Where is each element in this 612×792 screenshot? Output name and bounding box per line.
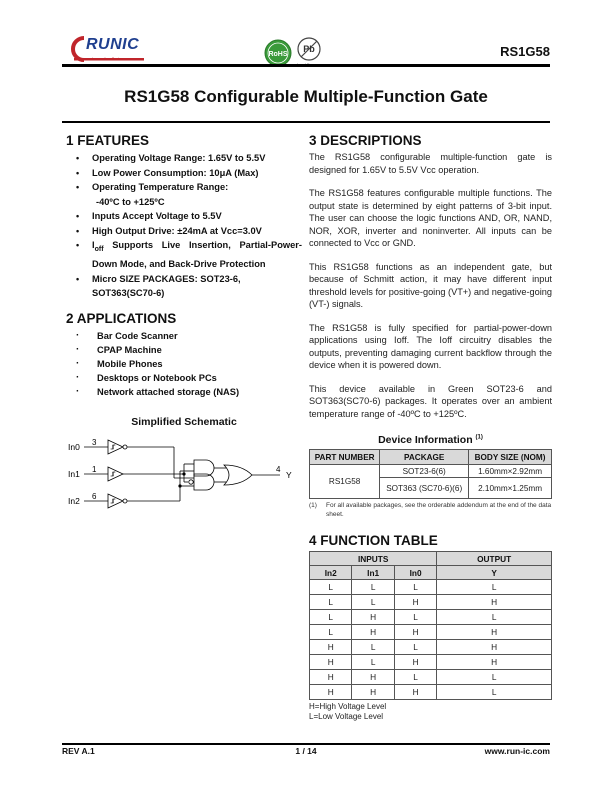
rohs-label: RoHS <box>268 51 288 58</box>
applications-list <box>66 329 302 399</box>
note-text: For all available packages, see the orderable addendum at the end of the data sheet. <box>326 502 552 518</box>
table-cell: L <box>352 580 394 595</box>
table-header-cell: PACKAGE <box>380 450 469 465</box>
footer-url[interactable]: www.run-ic.com <box>484 746 550 756</box>
header-divider <box>62 64 550 67</box>
table-cell: L <box>310 625 352 640</box>
table-cell: L <box>352 655 394 670</box>
applications-heading: 2 APPLICATIONS <box>66 310 177 326</box>
table-cell: H <box>437 595 552 610</box>
table-cell: H <box>352 625 394 640</box>
table-cell: H <box>310 685 352 700</box>
in0-label: In0 <box>68 442 80 452</box>
feature-item: • Inputs Accept Voltage to 5.5V <box>66 209 302 224</box>
ioff-symbol: $I_{off}$ <box>92 240 104 253</box>
table-cell: L <box>437 610 552 625</box>
table-cell: SOT23-6(6) <box>380 465 469 478</box>
table-row <box>310 655 552 670</box>
application-item: · Bar Code Scanner <box>66 329 302 343</box>
footer-divider <box>62 743 550 745</box>
description-paragraph: The RS1G58 features configurable multiple functions. The output state is determined by eight patterns of 3-bit input. The user can choose the logic functions AND, OR, NAND, NOR, XOR, inverter and noninverter. All inputs can be connected to Vcc or GND. <box>309 188 552 248</box>
in0-pin: 3 <box>92 438 97 447</box>
feature-item: -40ºC to +125ºC <box>96 196 165 207</box>
table-cell: H <box>310 640 352 655</box>
table-cell: L <box>310 610 352 625</box>
feature-item: • Micro SIZE PACKAGES: SOT23-6, SOT363(SC70-6) <box>66 272 302 301</box>
description-paragraph: The RS1G58 is fully specified for partial-power-down applications using Ioff. The Ioff circuitry disables the outputs, preventing damaging current backflow through the device when it is powered down. <box>309 322 552 370</box>
table-row <box>310 595 552 610</box>
right-column <box>309 133 552 722</box>
legend-line: L=Low Voltage Level <box>309 712 384 721</box>
table-cell: L <box>437 580 552 595</box>
pb-label: Pb <box>303 44 315 54</box>
table-cell: 2.10mm×1.25mm <box>469 478 552 499</box>
description-paragraph: This device available in Green SOT23-6 and SOT363(SC70-6) packages. It operates over an ambient temperature range of -40ºC to +125ºC. <box>309 383 552 419</box>
table-cell: L <box>394 670 436 685</box>
description-paragraph: The RS1G58 configurable multiple-function gate is designed for 1.65V to 5.5V Vcc operation. <box>309 152 552 175</box>
features-heading: 1 FEATURES <box>66 133 150 148</box>
document-title: RS1G58 Configurable Multiple-Function Gate <box>124 87 488 106</box>
table-cell: L <box>352 595 394 610</box>
table-header-cell: In0 <box>394 566 436 580</box>
table-cell: H <box>310 655 352 670</box>
table-header-cell: In1 <box>352 566 394 580</box>
table-cell: H <box>394 595 436 610</box>
in1-pin: 1 <box>92 465 97 474</box>
table-header-cell: Y <box>437 566 552 580</box>
table-cell: H <box>437 655 552 670</box>
footer-revision: REV A.1 <box>62 746 95 756</box>
feature-item-ioff: • $I_{off}$ Supports Live Insertion, Partial-Power-Down Mode, and Back-Drive Protection <box>66 238 302 272</box>
function-table-legend <box>309 702 552 722</box>
feature-item: • High Output Drive: ±24mA at Vcc=3.0V <box>66 224 302 239</box>
description-paragraph: This RS1G58 functions as an independent gate, but because of Schmitt action, it may have different input threshold levels for positive-going (VT+) and negative-going (VT-) signals. <box>309 261 552 309</box>
table-cell: H <box>352 685 394 700</box>
table-cell: L <box>394 610 436 625</box>
descriptions-heading: 3 DESCRIPTIONS <box>309 133 422 148</box>
simplified-schematic <box>66 437 302 512</box>
table-row <box>310 465 552 478</box>
feature-item: • Operating Voltage Range: 1.65V to 5.5V <box>66 151 302 166</box>
table-cell: L <box>437 670 552 685</box>
feature-item: • Low Power Consumption: 10μA (Max) <box>66 166 302 181</box>
function-table <box>309 551 552 700</box>
application-item: · Mobile Phones <box>66 357 302 371</box>
table-cell: H <box>310 670 352 685</box>
descriptions-body <box>309 151 552 420</box>
header-part-number: RS1G58 <box>500 44 550 59</box>
table-header-cell: PART NUMBER <box>310 450 380 465</box>
table-cell: L <box>352 640 394 655</box>
application-item: · CPAP Machine <box>66 343 302 357</box>
table-row <box>310 685 552 700</box>
table-cell: L <box>394 640 436 655</box>
schematic-title: Simplified Schematic <box>131 415 237 428</box>
device-info-note <box>309 502 552 519</box>
title-divider <box>62 121 550 123</box>
table-header-cell: BODY SIZE (NOM) <box>469 450 552 465</box>
table-header-cell: In2 <box>310 566 352 580</box>
table-cell: 1.60mm×2.92mm <box>469 465 552 478</box>
output-group-header: OUTPUT <box>437 552 552 566</box>
in1-label: In1 <box>68 469 80 479</box>
function-table-heading: 4 FUNCTION TABLE <box>309 533 438 548</box>
table-cell: H <box>437 625 552 640</box>
table-header-row <box>310 450 552 465</box>
legend-line: H=High Voltage Level <box>309 702 387 711</box>
table-cell: H <box>352 670 394 685</box>
table-cell: RS1G58 <box>310 465 380 499</box>
note-number: (1) <box>309 502 317 509</box>
table-cell: L <box>437 685 552 700</box>
in2-label: In2 <box>68 496 80 506</box>
inputs-group-header: INPUTS <box>310 552 437 566</box>
in2-pin: 6 <box>92 492 97 501</box>
table-row <box>310 640 552 655</box>
features-list <box>66 151 302 301</box>
device-info-title: Device Information $^{(1)}$ <box>378 434 483 446</box>
y-pin: 4 <box>276 465 281 474</box>
table-cell: H <box>437 640 552 655</box>
feature-item: • Operating Temperature Range: <box>66 180 302 195</box>
logo-tagline: Innovation Series <box>92 56 123 61</box>
table-cell: H <box>394 655 436 670</box>
table-cell: H <box>394 625 436 640</box>
table-row <box>310 670 552 685</box>
table-header-row <box>310 566 552 580</box>
footer-page-number: 1 / 14 <box>295 746 317 756</box>
table-row <box>310 580 552 595</box>
table-row <box>310 610 552 625</box>
table-cell: L <box>310 595 352 610</box>
left-column <box>66 133 302 428</box>
device-info-table <box>309 449 552 499</box>
application-item: · Desktops or Notebook PCs <box>66 371 302 385</box>
table-cell: SOT363 (SC70-6)(6) <box>380 478 469 499</box>
table-cell: H <box>352 610 394 625</box>
table-cell: L <box>394 580 436 595</box>
application-item: · Network attached storage (NAS) <box>66 385 302 399</box>
table-cell: H <box>394 685 436 700</box>
table-row <box>310 625 552 640</box>
y-label: Y <box>286 470 292 480</box>
logo-text: RUNIC <box>86 36 140 53</box>
table-header-row <box>310 552 552 566</box>
table-cell: L <box>310 580 352 595</box>
